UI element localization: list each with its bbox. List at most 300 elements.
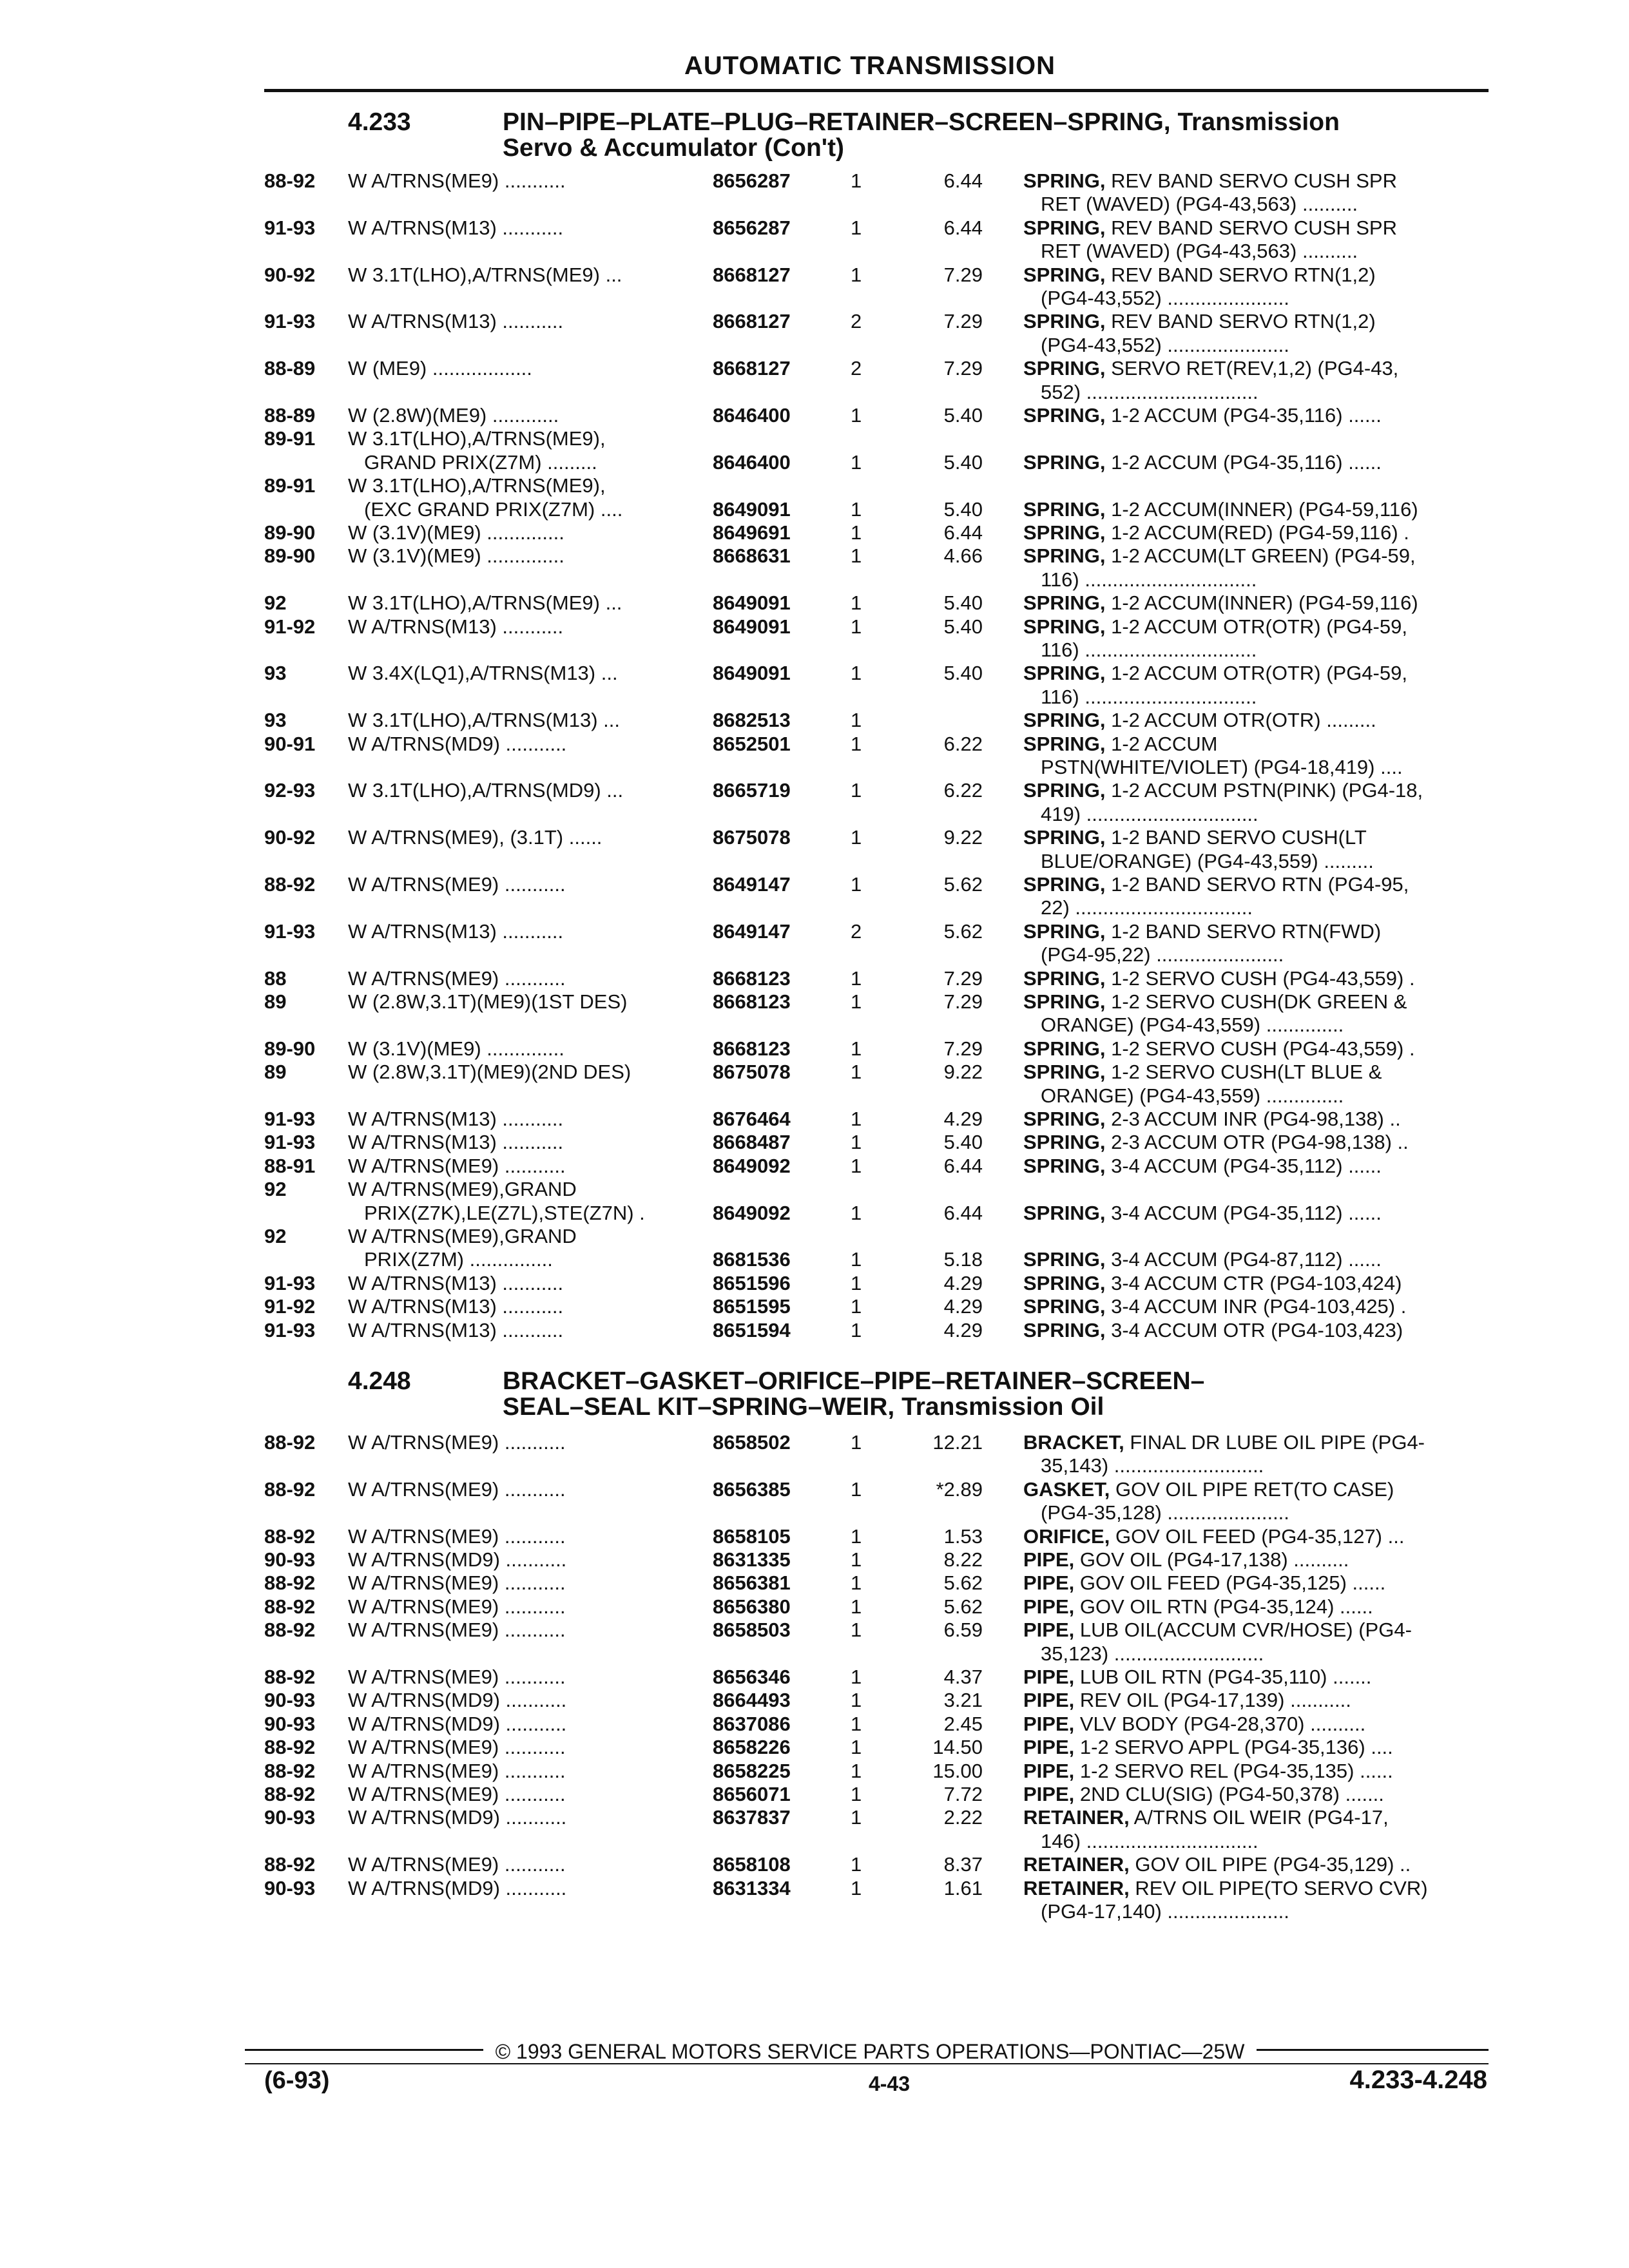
part-number: 8649091: [713, 591, 791, 615]
year-range: 90-93: [264, 1548, 316, 1571]
quantity: 1: [851, 1061, 862, 1084]
application: W A/TRNS(ME9) ...........: [348, 1736, 566, 1759]
description-continued: 35,143) ...........................: [1041, 1454, 1264, 1477]
price: 6.44: [943, 1201, 983, 1224]
application: W A/TRNS(ME9) ...........: [348, 1524, 566, 1548]
description: SPRING, 3-4 ACCUM (PG4-87,112) ......: [1023, 1248, 1382, 1271]
description: SPRING, 1-2 ACCUM OTR(OTR) .........: [1023, 709, 1376, 732]
price: 7.29: [943, 357, 983, 380]
footer-rule-left: [245, 2049, 483, 2051]
part-number: 8668127: [713, 357, 791, 380]
part-number: 8658108: [713, 1853, 791, 1876]
price: 5.62: [943, 873, 983, 896]
application: W A/TRNS(MD9) ...........: [348, 1712, 567, 1735]
part-number: 8658502: [713, 1431, 791, 1454]
application: W (3.1V)(ME9) ..............: [348, 521, 564, 544]
year-range: 92-93: [264, 779, 316, 802]
quantity: 1: [851, 826, 862, 849]
application: W A/TRNS(ME9),GRAND: [348, 1178, 577, 1201]
section-title: [503, 1369, 1508, 1420]
year-range: 91-92: [264, 1295, 316, 1318]
quantity: 1: [851, 1201, 862, 1224]
section-title-line: BRACKET–GASKET–ORIFICE–PIPE–RETAINER–SCREEN–: [503, 1367, 1205, 1395]
application: W A/TRNS(ME9) ...........: [348, 1477, 566, 1501]
year-range: 88-91: [264, 1154, 316, 1177]
description: PIPE, 2ND CLU(SIG) (PG4-50,378) .......: [1023, 1783, 1384, 1805]
part-number: 8668487: [713, 1131, 791, 1154]
section-title-line: PIN–PIPE–PLATE–PLUG–RETAINER–SCREEN–SPRING, Transmission: [503, 108, 1340, 136]
year-range: 90-92: [264, 263, 316, 286]
description: SPRING, 1-2 SERVO CUSH (PG4-43,559) .: [1023, 1037, 1415, 1060]
part-number: 8656287: [713, 216, 791, 239]
application: W (3.1V)(ME9) ..............: [348, 1037, 564, 1060]
part-number: 8676464: [713, 1108, 791, 1130]
part-number: 8631335: [713, 1548, 791, 1571]
quantity: 1: [851, 544, 862, 568]
part-number: 8668123: [713, 1037, 791, 1060]
quantity: 1: [851, 662, 862, 685]
year-range: 88-92: [264, 1595, 316, 1618]
description: PIPE, VLV BODY (PG4-28,370) ..........: [1023, 1712, 1366, 1735]
year-range: 91-92: [264, 615, 316, 638]
description: SPRING, REV BAND SERVO RTN(1,2): [1023, 263, 1376, 286]
description-continued: 116) ...............................: [1041, 685, 1257, 708]
application: W (3.1V)(ME9) ..............: [348, 544, 564, 568]
description-continued: 35,123) ...........................: [1041, 1642, 1264, 1665]
year-range: 88-92: [264, 1783, 316, 1805]
description: SPRING, 1-2 BAND SERVO CUSH(LT: [1023, 826, 1367, 849]
price: 4.66: [943, 544, 983, 568]
year-range: 89-91: [264, 427, 316, 450]
description-continued: (PG4-95,22) .......................: [1041, 943, 1284, 966]
application: W A/TRNS(MD9) ...........: [348, 1876, 567, 1899]
year-range: 88-92: [264, 1571, 316, 1595]
year-range: 89: [264, 990, 287, 1013]
part-number: 8631334: [713, 1876, 791, 1899]
price: 6.22: [943, 732, 983, 755]
description: PIPE, GOV OIL RTN (PG4-35,124) ......: [1023, 1595, 1373, 1618]
year-range: 89-90: [264, 1037, 316, 1060]
part-number: 8675078: [713, 1061, 791, 1084]
application: W 3.1T(LHO),A/TRNS(M13) ...: [348, 709, 620, 732]
price: 6.44: [943, 521, 983, 544]
description: SPRING, 1-2 ACCUM(LT GREEN) (PG4-59,: [1023, 544, 1416, 568]
description: RETAINER, REV OIL PIPE(TO SERVO CVR): [1023, 1876, 1428, 1899]
year-range: 93: [264, 662, 287, 685]
description: SPRING, 1-2 ACCUM PSTN(PINK) (PG4-18,: [1023, 779, 1423, 802]
application: W A/TRNS(M13) ...........: [348, 1271, 564, 1294]
application: W A/TRNS(M13) ...........: [348, 1108, 564, 1130]
quantity: 1: [851, 1154, 862, 1177]
section-title: [503, 110, 1508, 161]
year-range: 91-93: [264, 1108, 316, 1130]
quantity: 1: [851, 216, 862, 239]
year-range: 90-93: [264, 1689, 316, 1712]
part-number: 8652501: [713, 732, 791, 755]
application: W A/TRNS(MD9) ...........: [348, 732, 567, 755]
year-range: 91-93: [264, 216, 316, 239]
application: W 3.4X(LQ1),A/TRNS(M13) ...: [348, 662, 618, 685]
year-range: 88-92: [264, 1736, 316, 1759]
price: 15.00: [932, 1759, 983, 1782]
footer-copyright: © 1993 GENERAL MOTORS SERVICE PARTS OPERATIONS—PONTIAC—25W: [495, 2040, 1245, 2063]
part-number: 8656380: [713, 1595, 791, 1618]
year-range: 88-92: [264, 169, 316, 192]
description-continued: PSTN(WHITE/VIOLET) (PG4-18,419) ....: [1041, 756, 1403, 778]
section-title-line: SEAL–SEAL KIT–SPRING–WEIR, Transmission Oil: [503, 1393, 1104, 1421]
application: W 3.1T(LHO),A/TRNS(ME9) ...: [348, 591, 622, 615]
price: 7.29: [943, 990, 983, 1013]
year-range: 92: [264, 1178, 287, 1201]
quantity: 1: [851, 1477, 862, 1501]
description: SPRING, 1-2 ACCUM OTR(OTR) (PG4-59,: [1023, 615, 1407, 638]
part-number: 8651595: [713, 1295, 791, 1318]
header-rule: [264, 89, 1489, 92]
quantity: 1: [851, 263, 862, 286]
description: SPRING, 1-2 SERVO CUSH (PG4-43,559) .: [1023, 966, 1415, 990]
description: SPRING, 1-2 ACCUM (PG4-35,116) ......: [1023, 404, 1382, 427]
year-range: 88-92: [264, 1759, 316, 1782]
footer-section-range: 4.233-4.248: [1349, 2066, 1487, 2094]
description-continued: 116) ...............................: [1041, 639, 1257, 661]
part-number: 8656385: [713, 1477, 791, 1501]
quantity: 1: [851, 1295, 862, 1318]
description-continued: 146) ...............................: [1041, 1829, 1258, 1852]
year-range: 88-92: [264, 1666, 316, 1688]
application: W A/TRNS(M13) ...........: [348, 1131, 564, 1154]
part-number: 8668127: [713, 310, 791, 333]
part-number: 8656381: [713, 1571, 791, 1595]
part-number: 8656287: [713, 169, 791, 192]
part-number: 8646400: [713, 404, 791, 427]
description: PIPE, 1-2 SERVO REL (PG4-35,135) ......: [1023, 1759, 1393, 1782]
part-number: 8649092: [713, 1154, 791, 1177]
description: PIPE, LUB OIL(ACCUM CVR/HOSE) (PG4-: [1023, 1619, 1412, 1642]
price: 8.37: [943, 1853, 983, 1876]
price: 5.40: [943, 450, 983, 474]
part-number: 8651596: [713, 1271, 791, 1294]
price: 3.21: [943, 1689, 983, 1712]
quantity: 2: [851, 310, 862, 333]
part-number: 8649091: [713, 497, 791, 521]
price: 5.40: [943, 404, 983, 427]
application: W A/TRNS(M13) ...........: [348, 1295, 564, 1318]
quantity: 1: [851, 1666, 862, 1688]
quantity: 1: [851, 169, 862, 192]
price: 14.50: [932, 1736, 983, 1759]
description: SPRING, 2-3 ACCUM INR (PG4-98,138) ..: [1023, 1108, 1401, 1130]
quantity: 1: [851, 1318, 862, 1341]
price: 5.18: [943, 1248, 983, 1271]
application: W A/TRNS(ME9) ...........: [348, 169, 566, 192]
quantity: 1: [851, 1759, 862, 1782]
part-number: 8649091: [713, 662, 791, 685]
description: GASKET, GOV OIL PIPE RET(TO CASE): [1023, 1477, 1394, 1501]
application: W A/TRNS(ME9) ...........: [348, 1595, 566, 1618]
price: 5.40: [943, 615, 983, 638]
price: 4.37: [943, 1666, 983, 1688]
part-number: 8658105: [713, 1524, 791, 1548]
description: SPRING, 3-4 ACCUM (PG4-35,112) ......: [1023, 1201, 1382, 1224]
description: SPRING, REV BAND SERVO CUSH SPR: [1023, 216, 1397, 239]
price: 2.22: [943, 1806, 983, 1829]
price: 5.40: [943, 662, 983, 685]
quantity: 1: [851, 1431, 862, 1454]
description: RETAINER, GOV OIL PIPE (PG4-35,129) ..: [1023, 1853, 1411, 1876]
part-number: 8656071: [713, 1783, 791, 1805]
quantity: 1: [851, 404, 862, 427]
description: SPRING, 1-2 BAND SERVO RTN(FWD): [1023, 919, 1382, 943]
part-number: 8682513: [713, 709, 791, 732]
description-continued: (PG4-17,140) ......................: [1041, 1900, 1289, 1923]
price: 4.29: [943, 1295, 983, 1318]
application: W A/TRNS(M13) ...........: [348, 1318, 564, 1341]
description-continued: ORANGE) (PG4-43,559) ..............: [1041, 1014, 1344, 1037]
part-number: 8665719: [713, 779, 791, 802]
section-number: 4.233: [348, 108, 411, 136]
year-range: 88-92: [264, 1853, 316, 1876]
description: SPRING, 3-4 ACCUM OTR (PG4-103,423): [1023, 1318, 1403, 1341]
description-continued: 552) ...............................: [1041, 380, 1258, 403]
year-range: 89-90: [264, 521, 316, 544]
price: 7.72: [943, 1783, 983, 1805]
part-number: 8649092: [713, 1201, 791, 1224]
application: W (ME9) ..................: [348, 357, 532, 380]
part-number: 8651594: [713, 1318, 791, 1341]
footer-page-number: 4-43: [868, 2072, 911, 2095]
application: W 3.1T(LHO),A/TRNS(ME9),: [348, 427, 606, 450]
description: SPRING, 3-4 ACCUM CTR (PG4-103,424): [1023, 1271, 1402, 1294]
part-number: 8681536: [713, 1248, 791, 1271]
part-number: 8668123: [713, 966, 791, 990]
part-number: 8649091: [713, 615, 791, 638]
description: SPRING, REV BAND SERVO CUSH SPR: [1023, 169, 1397, 192]
year-range: 91-93: [264, 919, 316, 943]
year-range: 88-92: [264, 1431, 316, 1454]
quantity: 1: [851, 1689, 862, 1712]
price: 6.44: [943, 216, 983, 239]
quantity: 1: [851, 873, 862, 896]
application: W A/TRNS(ME9) ...........: [348, 1853, 566, 1876]
part-number: 8646400: [713, 450, 791, 474]
quantity: 1: [851, 1248, 862, 1271]
description: ORIFICE, GOV OIL FEED (PG4-35,127) ...: [1023, 1524, 1405, 1548]
application: PRIX(Z7M) ...............: [364, 1248, 553, 1271]
quantity: 1: [851, 497, 862, 521]
application: W A/TRNS(M13) ...........: [348, 310, 564, 333]
description: SPRING, 1-2 SERVO CUSH(LT BLUE &: [1023, 1061, 1382, 1084]
application: W A/TRNS(ME9) ...........: [348, 1571, 566, 1595]
application: W A/TRNS(M13) ...........: [348, 216, 564, 239]
quantity: 1: [851, 1131, 862, 1154]
description: SPRING, 2-3 ACCUM OTR (PG4-98,138) ..: [1023, 1131, 1409, 1154]
quantity: 1: [851, 591, 862, 615]
quantity: 1: [851, 990, 862, 1013]
year-range: 88-92: [264, 1619, 316, 1642]
description: SPRING, 1-2 BAND SERVO RTN (PG4-95,: [1023, 873, 1409, 896]
description: SPRING, 3-4 ACCUM (PG4-35,112) ......: [1023, 1154, 1382, 1177]
price: 2.45: [943, 1712, 983, 1735]
quantity: 1: [851, 1037, 862, 1060]
application: W A/TRNS(MD9) ...........: [348, 1806, 567, 1829]
part-number: 8658225: [713, 1759, 791, 1782]
price: 9.22: [943, 826, 983, 849]
quantity: 1: [851, 966, 862, 990]
application: W A/TRNS(ME9) ...........: [348, 873, 566, 896]
price: 5.40: [943, 497, 983, 521]
year-range: 90-93: [264, 1806, 316, 1829]
price: 7.29: [943, 966, 983, 990]
price: *2.89: [936, 1477, 983, 1501]
description: SPRING, SERVO RET(REV,1,2) (PG4-43,: [1023, 357, 1399, 380]
application: W A/TRNS(ME9),GRAND: [348, 1225, 577, 1247]
price: 5.62: [943, 1571, 983, 1595]
year-range: 92: [264, 1225, 287, 1247]
part-number: 8658503: [713, 1619, 791, 1642]
application: W A/TRNS(ME9) ...........: [348, 1619, 566, 1642]
description: PIPE, 1-2 SERVO APPL (PG4-35,136) ....: [1023, 1736, 1393, 1759]
year-range: 88-89: [264, 357, 316, 380]
page-header-title: AUTOMATIC TRANSMISSION: [684, 52, 1056, 80]
section-title-line: Servo & Accumulator (Con't): [503, 134, 845, 162]
description: BRACKET, FINAL DR LUBE OIL PIPE (PG4-: [1023, 1431, 1425, 1454]
part-number: 8668127: [713, 263, 791, 286]
price: 4.29: [943, 1108, 983, 1130]
description: SPRING, 1-2 ACCUM(INNER) (PG4-59,116): [1023, 591, 1418, 615]
quantity: 2: [851, 357, 862, 380]
price: 6.44: [943, 169, 983, 192]
part-number: 8658226: [713, 1736, 791, 1759]
description: PIPE, LUB OIL RTN (PG4-35,110) .......: [1023, 1666, 1372, 1688]
year-range: 93: [264, 709, 287, 732]
application: W (2.8W,3.1T)(ME9)(2ND DES): [348, 1061, 631, 1084]
application: W A/TRNS(ME9) ...........: [348, 1154, 566, 1177]
quantity: 1: [851, 615, 862, 638]
application: W A/TRNS(ME9) ...........: [348, 1783, 566, 1805]
application: PRIX(Z7K),LE(Z7L),STE(Z7N) .: [364, 1201, 645, 1224]
price: 7.29: [943, 263, 983, 286]
description: SPRING, 1-2 ACCUM: [1023, 732, 1218, 755]
description: RETAINER, A/TRNS OIL WEIR (PG4-17,: [1023, 1806, 1389, 1829]
price: 4.29: [943, 1318, 983, 1341]
year-range: 90-93: [264, 1712, 316, 1735]
year-range: 88-92: [264, 1524, 316, 1548]
footer-rule: [245, 2063, 1489, 2064]
description: SPRING, 1-2 ACCUM OTR(OTR) (PG4-59,: [1023, 662, 1407, 685]
price: 6.44: [943, 1154, 983, 1177]
footer-rule-right: [1257, 2049, 1489, 2051]
description: SPRING, 1-2 ACCUM(RED) (PG4-59,116) .: [1023, 521, 1409, 544]
application: W A/TRNS(M13) ...........: [348, 615, 564, 638]
application: W A/TRNS(ME9) ...........: [348, 966, 566, 990]
price: 8.22: [943, 1548, 983, 1571]
price: 1.61: [943, 1876, 983, 1899]
year-range: 90-92: [264, 826, 316, 849]
description: SPRING, 3-4 ACCUM INR (PG4-103,425) .: [1023, 1295, 1407, 1318]
year-range: 90-91: [264, 732, 316, 755]
price: 12.21: [932, 1431, 983, 1454]
application: W A/TRNS(ME9) ...........: [348, 1759, 566, 1782]
description: PIPE, GOV OIL (PG4-17,138) ..........: [1023, 1548, 1349, 1571]
quantity: 1: [851, 1712, 862, 1735]
description-continued: (PG4-43,552) ......................: [1041, 333, 1289, 356]
description-continued: RET (WAVED) (PG4-43,563) ..........: [1041, 193, 1358, 216]
part-number: 8675078: [713, 826, 791, 849]
quantity: 1: [851, 779, 862, 802]
application: W (2.8W,3.1T)(ME9)(1ST DES): [348, 990, 628, 1013]
description-continued: 419) ...............................: [1041, 802, 1258, 825]
application: (EXC GRAND PRIX(Z7M) ....: [364, 497, 623, 521]
price: 1.53: [943, 1524, 983, 1548]
year-range: 91-93: [264, 1318, 316, 1341]
quantity: 1: [851, 1571, 862, 1595]
quantity: 1: [851, 709, 862, 732]
year-range: 89-91: [264, 474, 316, 497]
quantity: 1: [851, 1108, 862, 1130]
quantity: 1: [851, 1271, 862, 1294]
quantity: 1: [851, 1876, 862, 1899]
description: SPRING, 1-2 SERVO CUSH(DK GREEN &: [1023, 990, 1407, 1013]
application: W 3.1T(LHO),A/TRNS(ME9),: [348, 474, 606, 497]
description-continued: ORANGE) (PG4-43,559) ..............: [1041, 1084, 1344, 1107]
year-range: 89: [264, 1061, 287, 1084]
quantity: 2: [851, 919, 862, 943]
application: W A/TRNS(ME9) ...........: [348, 1431, 566, 1454]
quantity: 1: [851, 1619, 862, 1642]
quantity: 1: [851, 521, 862, 544]
year-range: 91-93: [264, 1131, 316, 1154]
description-continued: (PG4-43,552) ......................: [1041, 287, 1289, 309]
price: 6.22: [943, 779, 983, 802]
price: 7.29: [943, 310, 983, 333]
application: W 3.1T(LHO),A/TRNS(ME9) ...: [348, 263, 622, 286]
year-range: 88: [264, 966, 287, 990]
description-continued: BLUE/ORANGE) (PG4-43,559) .........: [1041, 849, 1374, 872]
part-number: 8664493: [713, 1689, 791, 1712]
year-range: 88-92: [264, 873, 316, 896]
price: 4.29: [943, 1271, 983, 1294]
description-continued: RET (WAVED) (PG4-43,563) ..........: [1041, 240, 1358, 263]
quantity: 1: [851, 1783, 862, 1805]
section-number: 4.248: [348, 1367, 411, 1395]
part-number: 8668631: [713, 544, 791, 568]
part-number: 8668123: [713, 990, 791, 1013]
description: SPRING, 1-2 ACCUM (PG4-35,116) ......: [1023, 450, 1382, 474]
quantity: 1: [851, 1548, 862, 1571]
application: W 3.1T(LHO),A/TRNS(MD9) ...: [348, 779, 624, 802]
description: PIPE, REV OIL (PG4-17,139) ...........: [1023, 1689, 1351, 1712]
price: 5.40: [943, 591, 983, 615]
price: 6.59: [943, 1619, 983, 1642]
year-range: 91-93: [264, 1271, 316, 1294]
part-number: 8656346: [713, 1666, 791, 1688]
quantity: 1: [851, 450, 862, 474]
application: W A/TRNS(MD9) ...........: [348, 1548, 567, 1571]
part-number: 8649147: [713, 919, 791, 943]
quantity: 1: [851, 1736, 862, 1759]
year-range: 92: [264, 591, 287, 615]
description: SPRING, REV BAND SERVO RTN(1,2): [1023, 310, 1376, 333]
footer-date: (6-93): [264, 2067, 330, 2094]
description: PIPE, GOV OIL FEED (PG4-35,125) ......: [1023, 1571, 1386, 1595]
part-number: 8649691: [713, 521, 791, 544]
quantity: 1: [851, 1806, 862, 1829]
application: W A/TRNS(ME9) ...........: [348, 1666, 566, 1688]
price: 5.40: [943, 1131, 983, 1154]
application: GRAND PRIX(Z7M) .........: [364, 450, 597, 474]
quantity: 1: [851, 1595, 862, 1618]
price: 9.22: [943, 1061, 983, 1084]
